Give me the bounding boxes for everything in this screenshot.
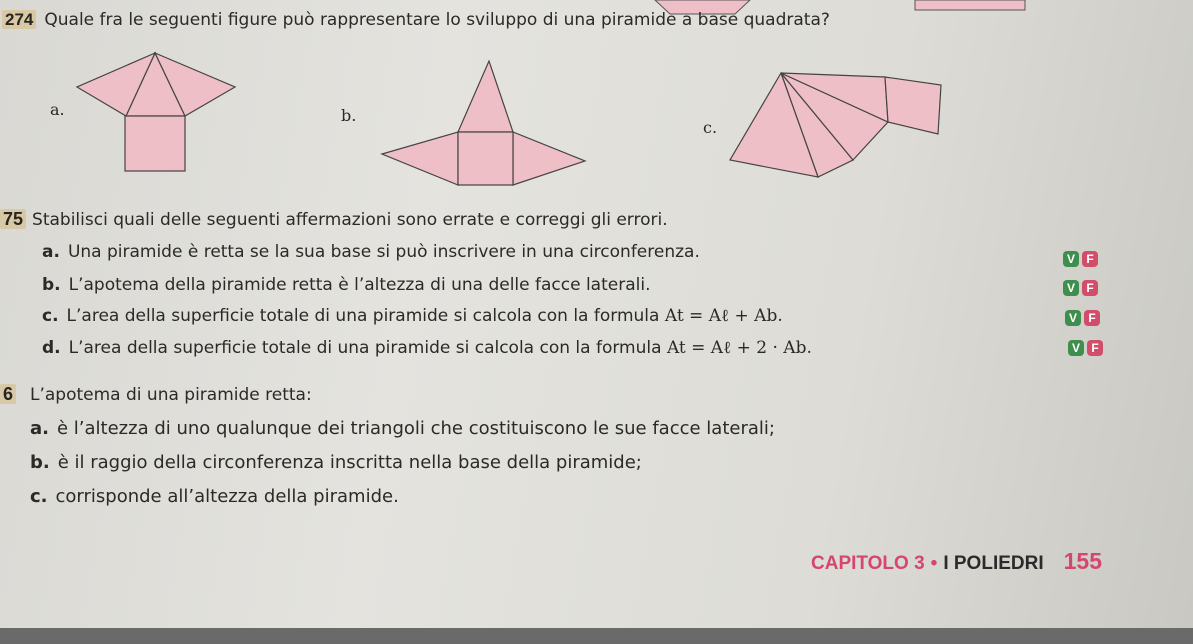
false-checkbox[interactable]: F xyxy=(1087,340,1103,356)
option-text: è l’altezza di uno qualunque dei triangoli che costituiscono le sue facce laterali; xyxy=(56,418,775,439)
option-text: è il raggio della circonferenza inscritta nella base della piramide; xyxy=(57,452,642,473)
exercise-275-prompt xyxy=(0,209,668,230)
figure-c-net xyxy=(728,70,948,185)
exercise-text: L’apotema di una piramide retta: xyxy=(30,385,312,405)
exercise-number: 75 xyxy=(0,209,26,229)
true-false-c xyxy=(1065,310,1100,326)
true-false-d xyxy=(1068,340,1103,356)
option-c xyxy=(30,486,399,507)
true-checkbox[interactable]: V xyxy=(1063,280,1079,296)
statement-c xyxy=(42,306,783,326)
statement-b xyxy=(42,275,650,295)
true-checkbox[interactable]: V xyxy=(1068,340,1084,356)
false-checkbox[interactable]: F xyxy=(1082,251,1098,267)
figure-b-net xyxy=(380,55,595,190)
exercise-number: 274 xyxy=(2,10,36,29)
chapter-label: CAPITOLO 3 xyxy=(811,553,925,574)
formula: At = Aℓ + Ab. xyxy=(664,306,783,326)
formula: At = Aℓ + 2 · Ab. xyxy=(666,338,812,358)
false-checkbox[interactable]: F xyxy=(1084,310,1100,326)
page-footer xyxy=(811,548,1102,575)
statement-text: L’area della superficie totale di una piramide si calcola con la formula xyxy=(68,338,667,358)
true-checkbox[interactable]: V xyxy=(1065,310,1081,326)
true-false-a xyxy=(1063,251,1098,267)
figure-a-net xyxy=(75,48,250,178)
false-checkbox[interactable]: F xyxy=(1082,280,1098,296)
statement-text: L’apotema della piramide retta è l’altezza di una delle facce laterali. xyxy=(68,275,651,295)
exercise-number: 6 xyxy=(0,384,16,404)
statement-text: L’area della superficie totale di una piramide si calcola con la formula xyxy=(66,306,665,326)
statement-label: b. xyxy=(42,275,61,295)
page-number: 155 xyxy=(1063,548,1102,574)
exercise-276-prompt xyxy=(0,384,312,405)
figure-c-label: c. xyxy=(703,118,718,137)
exercise-text: Stabilisci quali delle seguenti affermazioni sono errate e correggi gli errori. xyxy=(32,210,668,230)
bottom-edge xyxy=(0,628,1193,644)
statement-label: d. xyxy=(42,338,61,358)
statement-label: c. xyxy=(42,306,59,326)
true-false-b xyxy=(1063,280,1098,296)
statement-text: Una piramide è retta se la sua base si può inscrivere in una circonferenza. xyxy=(67,242,700,262)
statement-d xyxy=(42,338,812,358)
statement-label: a. xyxy=(42,242,60,262)
statement-a xyxy=(42,242,700,262)
exercise-text: Quale fra le seguenti figure può rappresentare lo sviluppo di una piramide a base quadrata? xyxy=(44,10,830,30)
option-label: c. xyxy=(30,486,48,507)
option-label: a. xyxy=(30,418,49,439)
true-checkbox[interactable]: V xyxy=(1063,251,1079,267)
figure-a-label: a. xyxy=(50,100,65,119)
option-a xyxy=(30,418,775,439)
figure-b-label: b. xyxy=(341,106,357,125)
option-b xyxy=(30,452,642,473)
option-label: b. xyxy=(30,452,50,473)
chapter-title: I POLIEDRI xyxy=(943,553,1044,574)
separator-dot: • xyxy=(930,553,938,574)
exercise-274-prompt xyxy=(2,10,830,30)
option-text: corrisponde all’altezza della piramide. xyxy=(55,486,399,507)
